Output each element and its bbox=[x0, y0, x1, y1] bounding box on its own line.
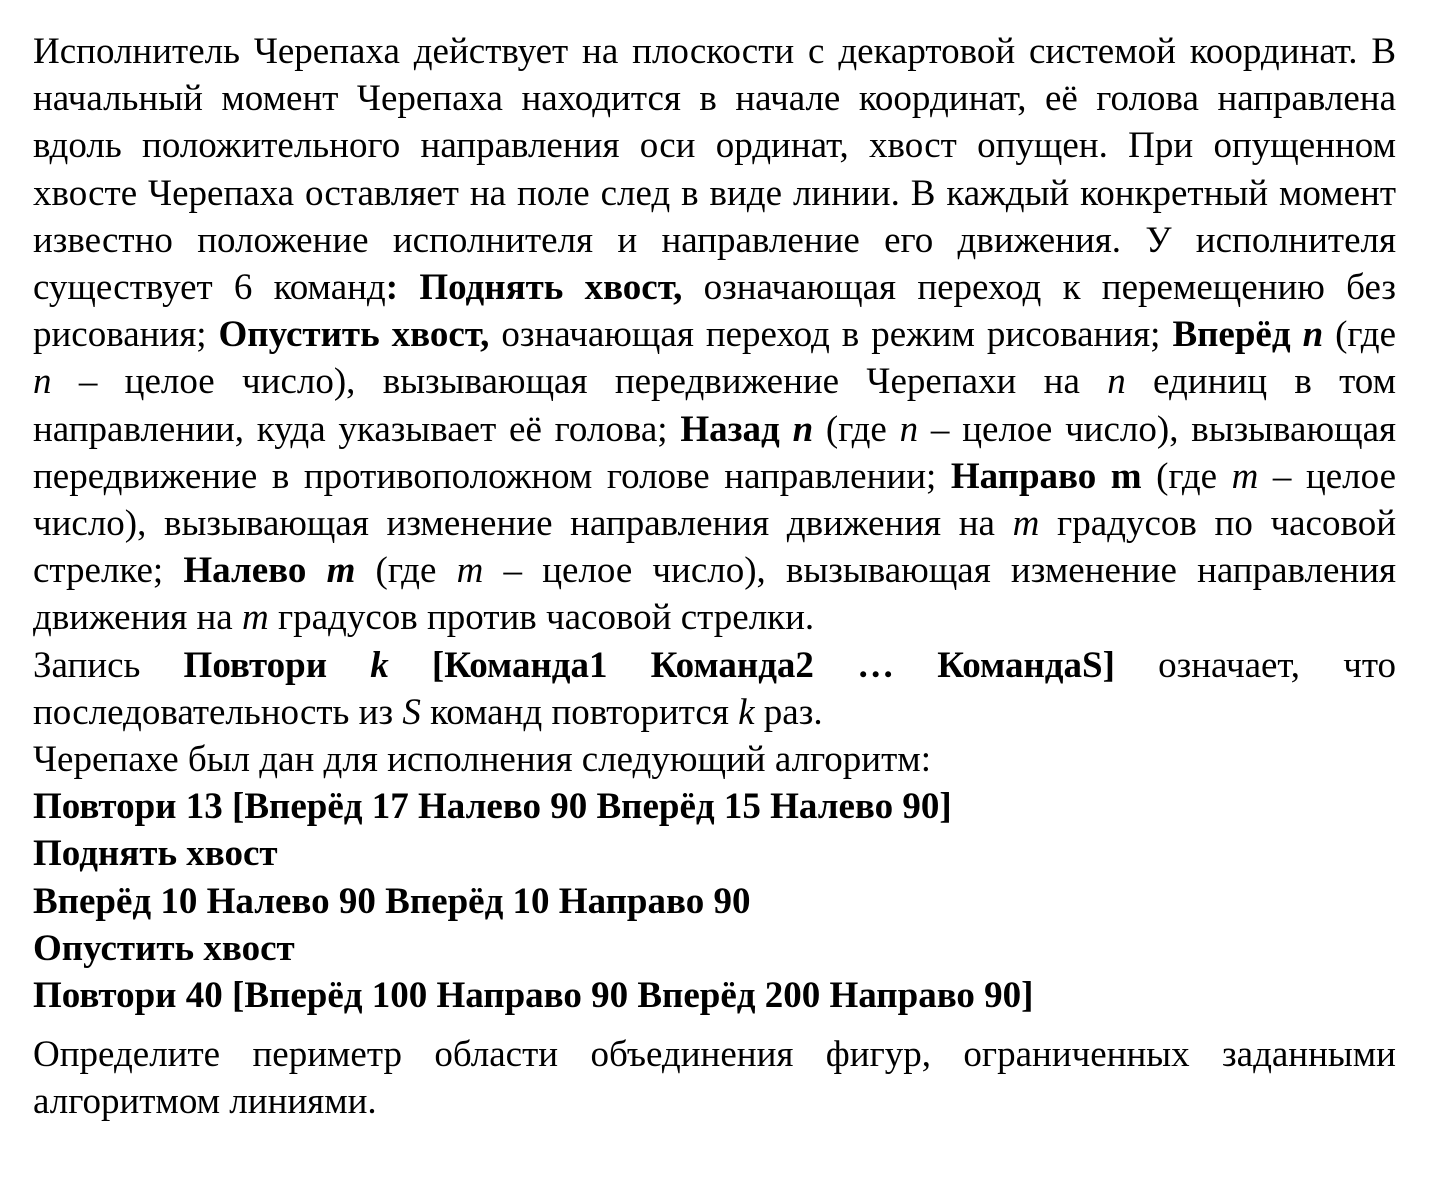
spacer bbox=[33, 1019, 1396, 1031]
variable-m: m bbox=[1231, 455, 1259, 497]
variable-n: n bbox=[1302, 314, 1324, 356]
command-left: Налево bbox=[183, 550, 307, 592]
command-repeat: Повтори bbox=[183, 644, 328, 686]
task-intro: Черепахе был дан для исполнения следующий алгоритм: bbox=[33, 739, 931, 781]
question: Определите периметр области объединения фигур, ограниченных заданными алгоритмом линиями. bbox=[33, 1034, 1396, 1123]
algorithm-line: Поднять хвост bbox=[33, 833, 278, 875]
command-forward: Вперёд bbox=[1172, 314, 1291, 356]
algorithm-block bbox=[33, 783, 1396, 1019]
command-raise-tail: : Поднять хвост, bbox=[385, 267, 683, 309]
command-lower-tail: Опустить хвост, bbox=[218, 314, 490, 356]
command-back: Назад bbox=[680, 408, 780, 450]
algorithm-line: Повтори 40 [Вперёд 100 Направо 90 Вперёд 200 Направо 90] bbox=[33, 975, 1034, 1017]
command-right: Направо m bbox=[950, 455, 1142, 497]
repeat-description: Запись Повтори k [Команда1 Команда2 … КомандаS] означает, что последовательность из S команд повторится k раз. bbox=[33, 644, 1397, 733]
algorithm-line: Вперёд 10 Налево 90 Вперёд 10 Направо 90 bbox=[33, 880, 751, 922]
variable-s: S bbox=[402, 691, 421, 733]
algorithm-line: Опустить хвост bbox=[33, 927, 295, 969]
algorithm-line: Повтори 13 [Вперёд 17 Налево 90 Вперёд 15 Налево 90] bbox=[33, 786, 952, 828]
problem-description: Исполнитель Черепаха действует на плоскости с декартовой системой координат. В начальный момент Черепаха находится в начале координат, её голова направлена вдоль положительного направления оси ординат, хвост опущен. При опущенном хвосте Черепаха оставляет на поле след в виде линии. В каждый конкретный момент известно положение исполнителя и направление его движения. У исполнителя существует 6 команд: Поднять хвост, означающая переход к перемещению без рисования; Опустить хвост, означающая переход в режим рисования; Вперёд n (где n – целое число), вызывающая передвижение Черепахи на n единиц в том направлении, куда указывает её голова; Назад n (где n – целое число), вызывающая передвижение в противоположном голове направлении; Направо m (где m – целое число), вызывающая изменение направления движения на m градусов по часовой стрелке; Налево m (где m – целое число), вызывающая изменение направления движения на m градусов против часовой стрелки. bbox=[33, 31, 1397, 639]
variable-k: k bbox=[370, 644, 389, 686]
command-list: [Команда1 Команда2 … КомандаS] bbox=[431, 644, 1115, 686]
